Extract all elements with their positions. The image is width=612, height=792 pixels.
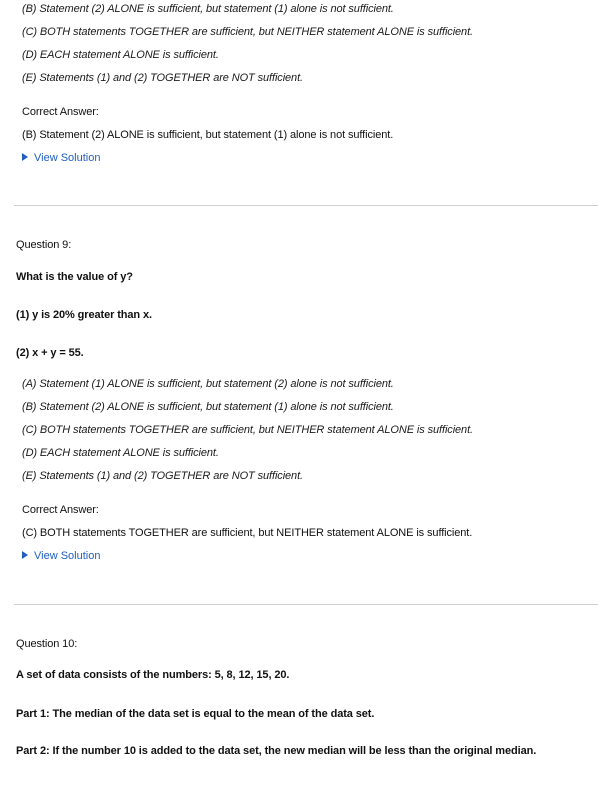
q9-statement-1: (1) y is 20% greater than x.: [16, 309, 152, 321]
q9-title: Question 9:: [16, 239, 72, 251]
q9-answer-label: Correct Answer:: [22, 504, 99, 516]
q9-option-b: (B) Statement (2) ALONE is sufficient, but statement (1) alone is not sufficient.: [22, 401, 394, 413]
q9-option-d: (D) EACH statement ALONE is sufficient.: [22, 447, 219, 459]
q8-option-b: (B) Statement (2) ALONE is sufficient, but statement (1) alone is not sufficient.: [22, 3, 394, 15]
q8-view-solution-toggle[interactable]: [22, 152, 100, 164]
disclosure-triangle-icon: [22, 153, 28, 161]
q8-answer-text: (B) Statement (2) ALONE is sufficient, but statement (1) alone is not sufficient.: [22, 129, 394, 141]
q8-option-e: (E) Statements (1) and (2) TOGETHER are NOT sufficient.: [22, 72, 303, 84]
q10-title: Question 10:: [16, 638, 78, 650]
q9-prompt: What is the value of y?: [16, 271, 133, 283]
q9-statement-2: (2) x + y = 55.: [16, 347, 84, 359]
q10-part-2: Part 2: If the number 10 is added to the data set, the new median will be less than the original median.: [16, 745, 537, 757]
q9-option-e: (E) Statements (1) and (2) TOGETHER are NOT sufficient.: [22, 470, 303, 482]
q8-answer-label: Correct Answer:: [22, 106, 99, 118]
q9-view-solution-toggle[interactable]: [22, 550, 100, 562]
q10-part-1: Part 1: The median of the data set is equal to the mean of the data set.: [16, 708, 375, 720]
disclosure-triangle-icon: [22, 551, 28, 559]
q8-view-solution-label: View Solution: [34, 152, 101, 164]
q10-prompt: A set of data consists of the numbers: 5, 8, 12, 15, 20.: [16, 669, 290, 681]
q9-option-c: (C) BOTH statements TOGETHER are sufficient, but NEITHER statement ALONE is sufficient.: [22, 424, 473, 436]
q9-option-a: (A) Statement (1) ALONE is sufficient, but statement (2) alone is not sufficient.: [22, 378, 394, 390]
q9-answer-text: (C) BOTH statements TOGETHER are sufficient, but NEITHER statement ALONE is sufficient.: [22, 527, 473, 539]
q9-view-solution-label: View Solution: [34, 550, 101, 562]
q8-option-d: (D) EACH statement ALONE is sufficient.: [22, 49, 219, 61]
divider: [14, 604, 598, 605]
q8-option-c: (C) BOTH statements TOGETHER are sufficient, but NEITHER statement ALONE is sufficient.: [22, 26, 473, 38]
divider: [14, 205, 598, 206]
